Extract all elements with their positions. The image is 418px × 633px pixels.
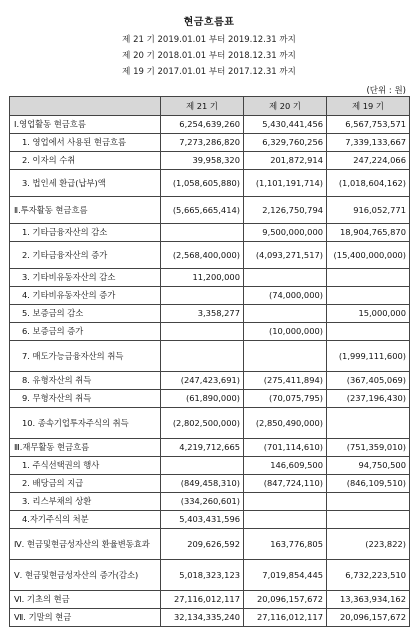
row-value: (223,822) <box>327 529 410 560</box>
table-row <box>10 529 410 560</box>
row-value <box>244 341 327 372</box>
row-value: 7,273,286,820 <box>161 134 244 152</box>
unit-label: (단위 : 원) <box>366 86 406 96</box>
row-label: 3. 기타비유동자산의 감소 <box>10 269 161 287</box>
row-value: (237,196,430) <box>327 390 410 408</box>
row-label: Ⅴ. 현금및현금성자산의 증가(감소) <box>10 560 161 591</box>
table-row <box>10 372 410 390</box>
row-value: (247,423,691) <box>161 372 244 390</box>
table-row <box>10 305 410 323</box>
row-value: 3,358,277 <box>161 305 244 323</box>
row-value: (1,101,191,714) <box>244 170 327 197</box>
row-label: Ⅶ. 기말의 현금 <box>10 609 161 627</box>
header-period-19: 제 19 기 <box>327 97 410 116</box>
row-label: 7. 매도가능금융자산의 취득 <box>10 341 161 372</box>
row-value <box>327 511 410 529</box>
row-value: 247,224,066 <box>327 152 410 170</box>
table-row <box>10 116 410 134</box>
row-label: 2. 이자의 수취 <box>10 152 161 170</box>
row-value: (5,665,665,414) <box>161 197 244 224</box>
table-row <box>10 170 410 197</box>
row-value <box>244 511 327 529</box>
row-value <box>161 224 244 242</box>
row-value: 94,750,500 <box>327 457 410 475</box>
row-value <box>327 269 410 287</box>
row-value: 9,500,000,000 <box>244 224 327 242</box>
table-row <box>10 197 410 224</box>
row-value: 20,096,157,672 <box>244 591 327 609</box>
row-value: 6,567,753,571 <box>327 116 410 134</box>
row-label: 5. 보증금의 감소 <box>10 305 161 323</box>
row-label: 2. 기타금융자산의 증가 <box>10 242 161 269</box>
row-value: (849,458,310) <box>161 475 244 493</box>
row-label: Ⅱ.투자활동 현금흐름 <box>10 197 161 224</box>
row-value: (2,850,490,000) <box>244 408 327 439</box>
row-value: 209,626,592 <box>161 529 244 560</box>
row-value <box>244 493 327 511</box>
row-value <box>161 457 244 475</box>
row-value: 11,200,000 <box>161 269 244 287</box>
row-value <box>161 341 244 372</box>
table-row <box>10 609 410 627</box>
table-row <box>10 323 410 341</box>
row-value: 32,134,335,240 <box>161 609 244 627</box>
row-label: Ⅵ. 기초의 현금 <box>10 591 161 609</box>
row-value: 6,329,760,256 <box>244 134 327 152</box>
row-value: (847,724,110) <box>244 475 327 493</box>
table-row <box>10 591 410 609</box>
row-value <box>327 408 410 439</box>
row-value: (275,411,894) <box>244 372 327 390</box>
row-value: (1,999,111,600) <box>327 341 410 372</box>
table-row <box>10 511 410 529</box>
row-value: 27,116,012,117 <box>244 609 327 627</box>
row-value: 7,019,854,445 <box>244 560 327 591</box>
row-value: (334,260,601) <box>161 493 244 511</box>
table-row <box>10 408 410 439</box>
row-value: 6,254,639,260 <box>161 116 244 134</box>
row-label: Ⅰ.영업활동 현금흐름 <box>10 116 161 134</box>
row-label: 9. 무형자산의 취득 <box>10 390 161 408</box>
row-value: 20,096,157,672 <box>327 609 410 627</box>
row-value: 146,609,500 <box>244 457 327 475</box>
statement-title: 현금흐름표 <box>183 17 235 28</box>
row-value <box>244 269 327 287</box>
row-value: 15,000,000 <box>327 305 410 323</box>
row-label: Ⅲ.재무활동 현금흐름 <box>10 439 161 457</box>
row-value: 6,732,223,510 <box>327 560 410 591</box>
header-period-20: 제 20 기 <box>244 97 327 116</box>
row-value: 4,219,712,665 <box>161 439 244 457</box>
row-value <box>161 287 244 305</box>
row-value: 39,958,320 <box>161 152 244 170</box>
table-row <box>10 560 410 591</box>
header-label-col <box>10 97 161 116</box>
row-value: (4,093,271,517) <box>244 242 327 269</box>
row-value <box>327 493 410 511</box>
row-value: 5,403,431,596 <box>161 511 244 529</box>
row-label: 4.자기주식의 처분 <box>10 511 161 529</box>
period-line-21: 제 21 기 2019.01.01 부터 2019.12.31 까지 <box>122 35 296 45</box>
row-label: 3. 법인세 환급(납부)액 <box>10 170 161 197</box>
row-value <box>161 323 244 341</box>
cash-flow-table <box>9 96 410 627</box>
header-period-21: 제 21 기 <box>161 97 244 116</box>
row-value: (1,018,604,162) <box>327 170 410 197</box>
row-label: 2. 배당금의 지급 <box>10 475 161 493</box>
row-label: 1. 주식선택권의 행사 <box>10 457 161 475</box>
row-value: 13,363,934,162 <box>327 591 410 609</box>
row-value: (15,400,000,000) <box>327 242 410 269</box>
row-label: 4. 기타비유동자산의 증가 <box>10 287 161 305</box>
row-value: 5,018,323,123 <box>161 560 244 591</box>
row-label: 1. 기타금융자산의 감소 <box>10 224 161 242</box>
row-value: (701,114,610) <box>244 439 327 457</box>
row-value: (2,802,500,000) <box>161 408 244 439</box>
table-row <box>10 439 410 457</box>
row-value <box>327 287 410 305</box>
table-row <box>10 493 410 511</box>
table-row <box>10 287 410 305</box>
row-value: 18,904,765,870 <box>327 224 410 242</box>
row-value: (1,058,605,880) <box>161 170 244 197</box>
row-value: (367,405,069) <box>327 372 410 390</box>
row-label: 3. 리스부채의 상환 <box>10 493 161 511</box>
period-line-19: 제 19 기 2017.01.01 부터 2017.12.31 까지 <box>122 67 296 77</box>
row-value: 201,872,914 <box>244 152 327 170</box>
table-row <box>10 242 410 269</box>
row-label: 6. 보증금의 증가 <box>10 323 161 341</box>
row-value: (2,568,400,000) <box>161 242 244 269</box>
table-body <box>10 116 410 627</box>
row-value: (74,000,000) <box>244 287 327 305</box>
row-value: 916,052,771 <box>327 197 410 224</box>
row-value <box>327 323 410 341</box>
table-row <box>10 134 410 152</box>
row-value: 163,776,805 <box>244 529 327 560</box>
row-label: 1. 영업에서 사용된 현금흐름 <box>10 134 161 152</box>
row-value: 2,126,750,794 <box>244 197 327 224</box>
row-value: (846,109,510) <box>327 475 410 493</box>
row-value: (70,075,795) <box>244 390 327 408</box>
row-label: 8. 유형자산의 취득 <box>10 372 161 390</box>
row-label: Ⅳ. 현금및현금성자산의 환율변동효과 <box>10 529 161 560</box>
table-row <box>10 475 410 493</box>
row-value: 7,339,133,667 <box>327 134 410 152</box>
table-row <box>10 457 410 475</box>
table-row <box>10 224 410 242</box>
row-value: 5,430,441,456 <box>244 116 327 134</box>
row-value: (10,000,000) <box>244 323 327 341</box>
table-row <box>10 390 410 408</box>
table-row <box>10 341 410 372</box>
table-row <box>10 269 410 287</box>
row-value: (61,890,000) <box>161 390 244 408</box>
table-header-row <box>10 97 410 116</box>
period-line-20: 제 20 기 2018.01.01 부터 2018.12.31 까지 <box>122 51 296 61</box>
row-value: (751,359,010) <box>327 439 410 457</box>
table-row <box>10 152 410 170</box>
row-label: 10. 종속기업투자주식의 취득 <box>10 408 161 439</box>
row-value: 27,116,012,117 <box>161 591 244 609</box>
row-value <box>244 305 327 323</box>
